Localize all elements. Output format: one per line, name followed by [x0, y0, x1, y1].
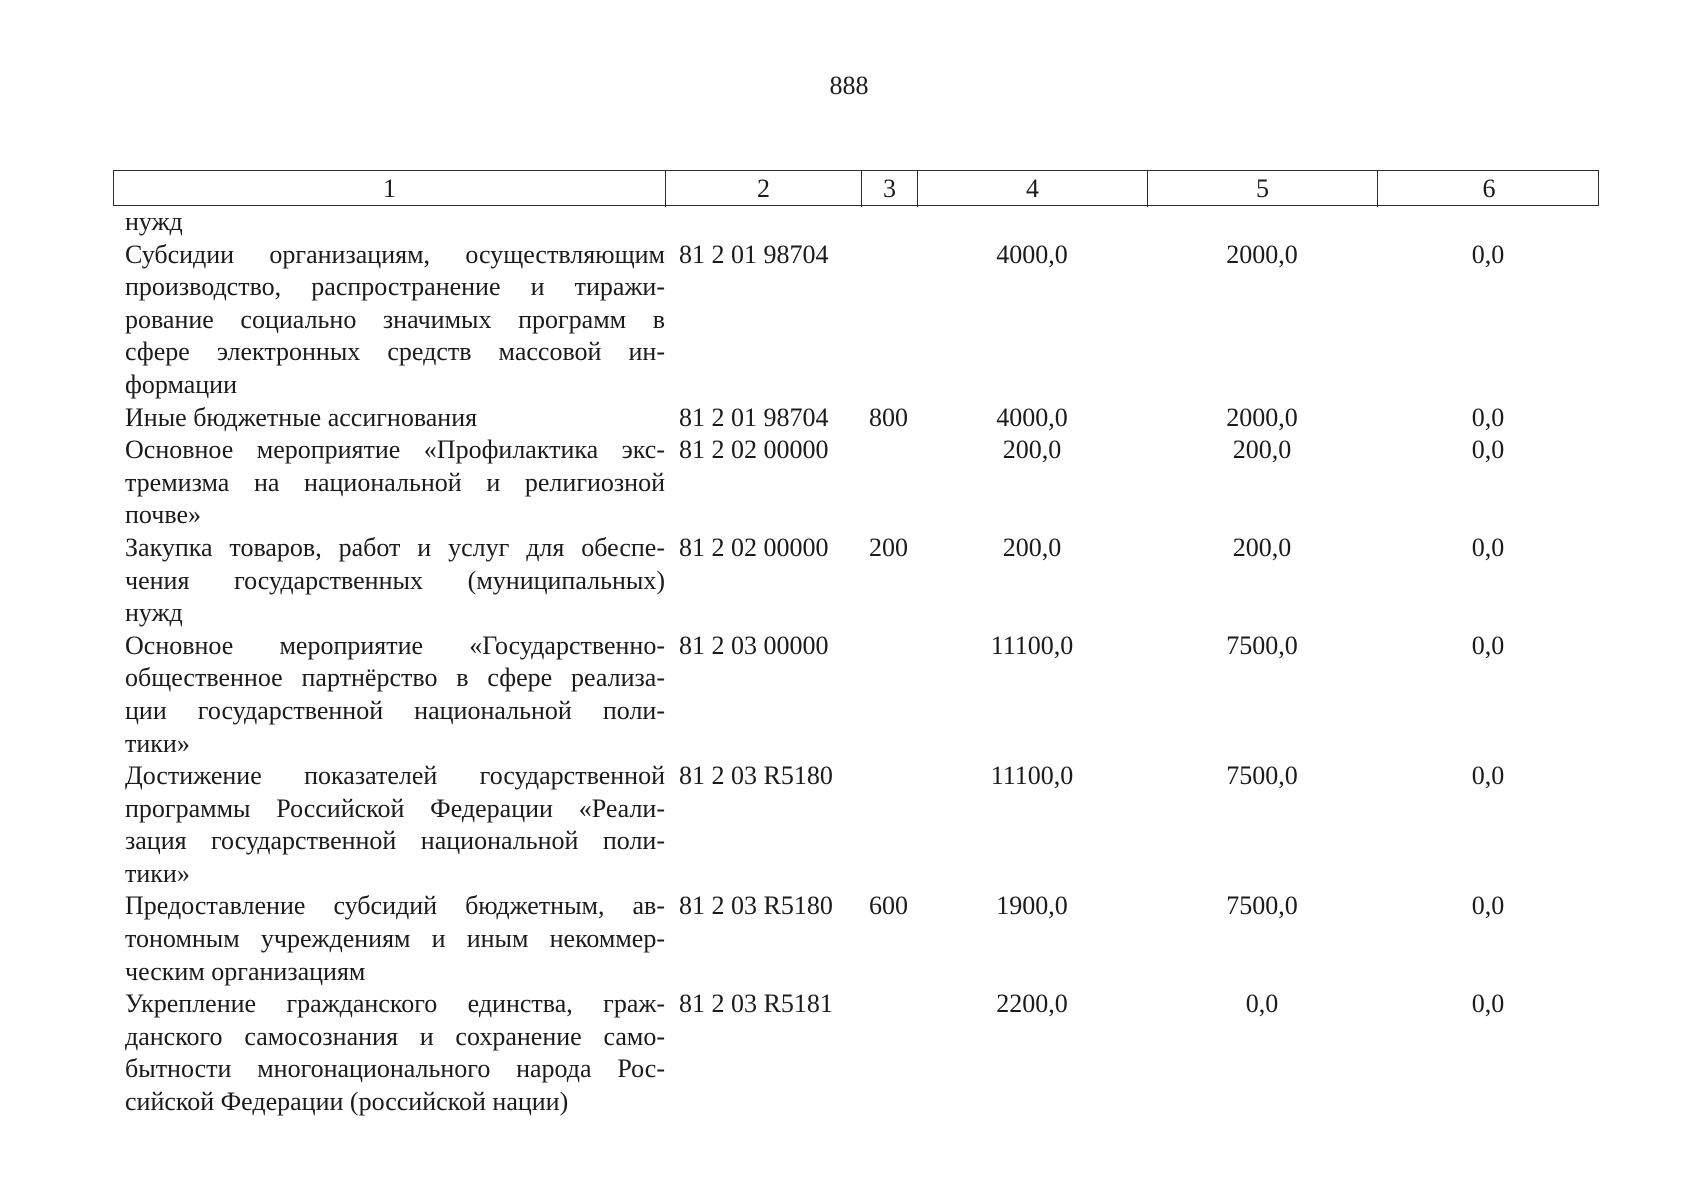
row-description	[113, 239, 665, 402]
row-description	[113, 760, 665, 890]
row-value-5: 200,0	[1232, 435, 1292, 465]
row-value-5: 2000,0	[1226, 239, 1298, 269]
row-value-5: 200,0	[1232, 532, 1292, 562]
row-value-4: 4000,0	[996, 402, 1068, 432]
description-line: программы Российской Федерации «Реали-	[125, 793, 665, 823]
row-code: 81 2 01 98704	[679, 402, 829, 432]
description-line: нужд	[125, 598, 183, 628]
description-line: зация государственной национальной поли-	[125, 826, 665, 856]
description-line: данского самосознания и сохранение само-	[125, 1021, 665, 1051]
table-row	[113, 206, 1599, 239]
row-type	[861, 434, 917, 532]
description-line: Предоставление субсидий бюджетным, ав-	[125, 891, 665, 921]
row-type: 800	[869, 402, 908, 432]
description-line: Основное мероприятие «Государственно-	[125, 630, 665, 660]
table-body	[113, 206, 1599, 1119]
header-col-5: 5	[1148, 171, 1378, 207]
row-code: 81 2 01 98704	[679, 239, 829, 269]
row-value-5: 7500,0	[1226, 761, 1298, 791]
row-value-6: 0,0	[1471, 402, 1505, 432]
row-value-6: 0,0	[1471, 989, 1505, 1019]
row-value-4: 200,0	[1002, 435, 1062, 465]
page-number: 888	[829, 71, 869, 100]
table-row	[113, 630, 1599, 760]
row-value-4: 11100,0	[990, 630, 1074, 660]
description-line: тономным учреждениям и иным некоммер-	[125, 924, 665, 954]
row-description	[113, 206, 665, 239]
row-value-5: 7500,0	[1226, 891, 1298, 921]
table-row	[113, 402, 1599, 435]
row-value-6: 0,0	[1471, 630, 1505, 660]
row-value-6: 0,0	[1471, 435, 1505, 465]
description-line: тики»	[125, 858, 190, 888]
description-line: общественное партнёрство в сфере реализа-	[125, 663, 665, 693]
row-value-4: 4000,0	[996, 239, 1068, 269]
row-description	[113, 532, 665, 630]
table-row	[113, 434, 1599, 532]
description-line: чения государственных (муниципальных)	[125, 565, 665, 595]
row-description	[113, 890, 665, 988]
row-type: 600	[869, 891, 908, 921]
row-type	[861, 988, 917, 1118]
description-line: нужд	[125, 207, 183, 236]
row-code: 81 2 03 00000	[679, 630, 829, 660]
table-row	[113, 532, 1599, 630]
header-col-4: 4	[918, 171, 1148, 207]
row-description	[113, 988, 665, 1118]
row-value-4: 2200,0	[996, 989, 1068, 1019]
description-line: Субсидии организациям, осуществляющим	[125, 239, 665, 269]
table-row	[113, 239, 1599, 402]
table-row	[113, 988, 1599, 1118]
row-value-4: 1900,0	[996, 891, 1068, 921]
description-line: формации	[125, 369, 238, 399]
table-header	[113, 170, 1599, 206]
row-type	[861, 239, 917, 402]
row-type	[861, 760, 917, 890]
description-line: Достижение показателей государственной	[125, 761, 665, 791]
row-description	[113, 402, 665, 435]
row-value-6: 0,0	[1471, 532, 1505, 562]
header-col-2: 2	[666, 171, 862, 207]
row-code	[665, 206, 861, 239]
row-description	[113, 434, 665, 532]
description-line: Укрепление гражданского единства, граж-	[125, 989, 665, 1019]
description-line: ции государственной национальной поли-	[125, 695, 665, 725]
description-line: Закупка товаров, работ и услуг для обеспе-	[125, 532, 665, 562]
description-line: тремизма на национальной и религиозной	[125, 467, 665, 497]
row-value-5	[1147, 206, 1377, 239]
row-code: 81 2 02 00000	[679, 435, 829, 465]
header-col-6: 6	[1482, 174, 1496, 203]
row-code: 81 2 03 R5181	[679, 989, 833, 1019]
description-line: тики»	[125, 728, 190, 758]
row-code: 81 2 03 R5180	[679, 891, 833, 921]
row-code: 81 2 03 R5180	[679, 761, 833, 791]
row-value-4	[917, 206, 1147, 239]
description-line: Иные бюджетные ассигнования	[125, 402, 478, 432]
row-description	[113, 630, 665, 760]
row-value-4: 200,0	[1002, 532, 1062, 562]
row-value-6: 0,0	[1471, 239, 1505, 269]
description-line: рование социально значимых программ в	[125, 304, 665, 334]
table-row	[113, 760, 1599, 890]
description-line: сийской Федерации (российской нации)	[125, 1087, 569, 1117]
row-value-6	[1377, 206, 1599, 239]
row-value-5: 2000,0	[1226, 402, 1298, 432]
row-type: 200	[869, 532, 908, 562]
row-value-6: 0,0	[1471, 761, 1505, 791]
row-type	[861, 206, 917, 239]
header-col-3: 3	[862, 171, 918, 207]
row-value-4: 11100,0	[990, 761, 1074, 791]
description-line: бытности многонационального народа Рос-	[125, 1054, 665, 1084]
header-col-1: 1	[114, 171, 666, 207]
description-line: ческим организациям	[125, 956, 366, 986]
row-value-5: 7500,0	[1226, 630, 1298, 660]
description-line: производство, распространение и тиражи-	[125, 272, 665, 302]
row-value-5: 0,0	[1245, 989, 1279, 1019]
description-line: сфере электронных средств массовой ин-	[125, 337, 665, 367]
description-line: Основное мероприятие «Профилактика экс-	[125, 435, 665, 465]
table-row	[113, 890, 1599, 988]
row-code: 81 2 02 00000	[679, 532, 829, 562]
row-type	[861, 630, 917, 760]
description-line: почве»	[125, 500, 201, 530]
row-value-6: 0,0	[1471, 891, 1505, 921]
